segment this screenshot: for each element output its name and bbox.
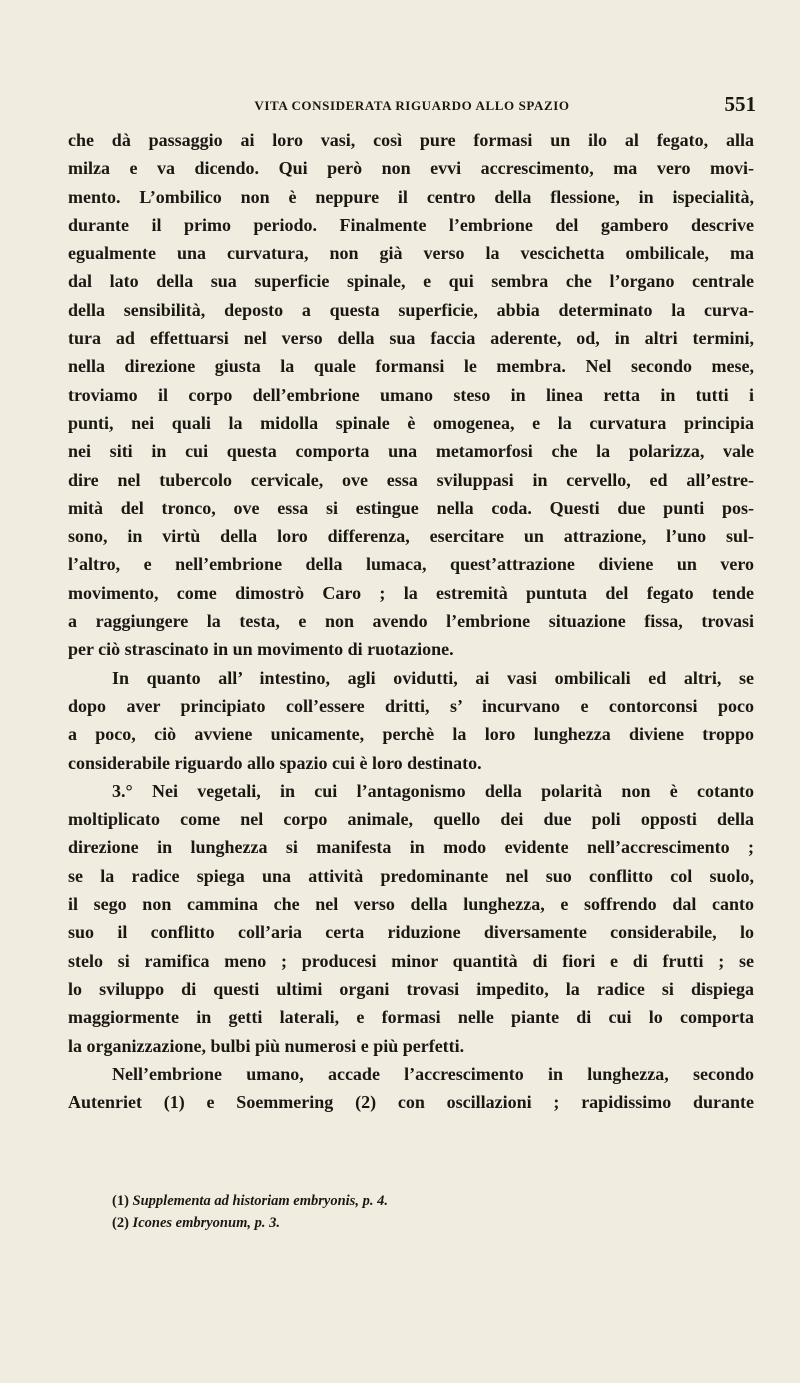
- text-line: movimento, come dimostrò Caro ; la estremità puntuta del fegato tende: [68, 582, 754, 603]
- text-line: l’altro, e nell’embrione della lumaca, quest’attrazione diviene un vero: [68, 554, 754, 575]
- text-line: della sensibilità, deposto a questa superficie, abbia determinato la curva-: [68, 299, 754, 320]
- text-line: moltiplicato come nel corpo animale, quello dei due poli opposti della: [68, 809, 754, 830]
- text-line: sono, in virtù della loro differenza, esercitare un attrazione, l’uno sul-: [68, 526, 754, 547]
- text-line: punti, nei quali la midolla spinale è omogenea, e la curvatura principia: [68, 412, 754, 433]
- text-line: che dà passaggio ai loro vasi, così pure formasi un ilo al fegato, alla: [68, 130, 754, 150]
- footnote-title: Icones embryonum,: [132, 1215, 251, 1231]
- paragraph-first-line: 3.° Nei vegetali, in cui l’antagonismo della polarità non è cotanto: [112, 780, 754, 801]
- page-number: 551: [724, 92, 756, 116]
- text-line: a raggiungere la testa, e non avendo l’embrione situazione fissa, trovasi: [68, 611, 754, 632]
- footnote: [112, 1212, 752, 1234]
- footnote-mark: (2): [112, 1215, 129, 1231]
- text-line: mità del tronco, ove essa si estingue nella coda. Questi due punti pos-: [68, 497, 754, 518]
- text-line: Autenriet (1) e Soemmering (2) con oscillazioni ; rapidissimo durante: [68, 1092, 754, 1113]
- text-line: stelo si ramifica meno ; producesi minor quantità di fiori e di frutti ; se: [68, 950, 754, 971]
- text-line: tura ad effettuarsi nel verso della sua faccia aderente, od, in altri termini,: [68, 328, 754, 349]
- text-line: nella direzione giusta la quale formansi le membra. Nel secondo mese,: [68, 356, 754, 377]
- text-line: dal lato della sua superficie spinale, e qui sembra che l’organo centrale: [68, 271, 754, 292]
- text-line: troviamo il corpo dell’embrione umano steso in linea retta in tutti i: [68, 384, 754, 405]
- text-line: lo sviluppo di questi ultimi organi trovasi impedito, la radice si dispiega: [68, 978, 754, 999]
- body-text: [68, 126, 754, 1116]
- text-line: direzione in lunghezza si manifesta in modo evidente nell’accrescimento ;: [68, 837, 754, 858]
- text-line: milza e va dicendo. Qui però non evvi accrescimento, ma vero movi-: [68, 158, 754, 179]
- text-line: suo il conflitto coll’aria certa riduzione diversamente considerabile, lo: [68, 922, 754, 943]
- footnote-page: p. 3.: [254, 1215, 280, 1231]
- text-line: considerabile riguardo allo spazio cui è loro destinato.: [68, 752, 482, 773]
- text-line: durante il primo periodo. Finalmente l’embrione del gambero descrive: [68, 214, 754, 235]
- text-line: egualmente una curvatura, non già verso la vescichetta ombilicale, ma: [68, 243, 754, 264]
- text-line: dopo aver principiato coll’essere dritti, s’ incurvano e contorconsi poco: [68, 695, 754, 716]
- page-header: [68, 92, 756, 118]
- paragraph-first-line: In quanto all’ intestino, agli ovidutti, ai vasi ombilicali ed altri, se: [112, 667, 754, 688]
- text-line: dire nel tubercolo cervicale, ove essa sviluppasi in cervello, ed all’estre-: [68, 469, 754, 490]
- footnote: [112, 1190, 752, 1212]
- text-line: nei siti in cui questa comporta una metamorfosi che la polarizza, vale: [68, 441, 754, 462]
- text-line: il sego non cammina che nel verso della lunghezza, e soffrendo dal canto: [68, 894, 754, 915]
- text-line: la organizzazione, bulbi più numerosi e più perfetti.: [68, 1035, 465, 1056]
- text-line: per ciò strascinato in un movimento di ruotazione.: [68, 639, 454, 660]
- footnotes: [112, 1190, 752, 1234]
- text-line: maggiormente in getti laterali, e formasi nelle piante di cui lo comporta: [68, 1007, 754, 1028]
- text-line: se la radice spiega una attività predominante nel suo conflitto col suolo,: [68, 865, 754, 886]
- footnote-title: Supplementa ad historiam embryonis,: [132, 1193, 359, 1209]
- text-line: a poco, ciò avviene unicamente, perchè la loro lunghezza diviene troppo: [68, 724, 754, 745]
- paragraph-first-line: Nell’embrione umano, accade l’accrescimento in lunghezza, secondo: [112, 1063, 754, 1084]
- footnote-mark: (1): [112, 1193, 129, 1209]
- footnote-page: p. 4.: [362, 1193, 388, 1209]
- text-line: mento. L’ombilico non è neppure il centro della flessione, in ispecialità,: [68, 186, 754, 207]
- running-title: VITA CONSIDERATA RIGUARDO ALLO SPAZIO: [254, 98, 570, 113]
